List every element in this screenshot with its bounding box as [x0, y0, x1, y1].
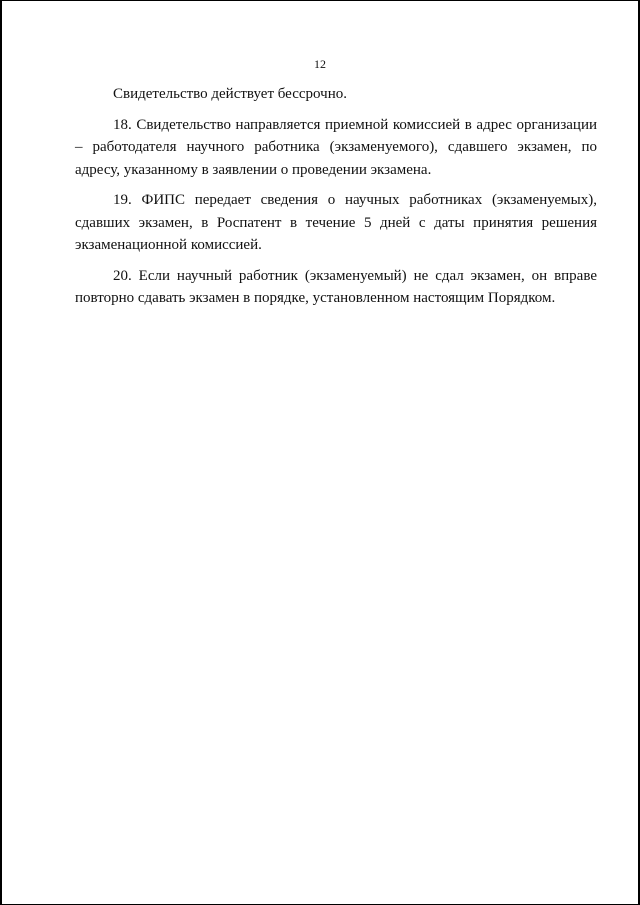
document-body [75, 83, 597, 318]
paragraph-19: 19. ФИПС передает сведения о научных работниках (экзаменуемых), сдавших экзамен, в Роспатент в течение 5 дней с даты принятия решения экзаменационной комиссией. [75, 192, 597, 253]
paragraph-validity: Свидетельство действует бессрочно. [113, 86, 347, 102]
paragraph-20: 20. Если научный работник (экзаменуемый) не сдал экзамен, он вправе повторно сдавать экзамен в порядке, установленном настоящим Порядком. [75, 267, 597, 306]
paragraph-18: 18. Свидетельство направляется приемной комиссией в адрес организации – работодателя научного работника (экзаменуемого), сдавшего экзамен, по адресу, указанному в заявлении о проведении экзамена. [75, 116, 597, 178]
page-number: 12 [314, 57, 326, 71]
